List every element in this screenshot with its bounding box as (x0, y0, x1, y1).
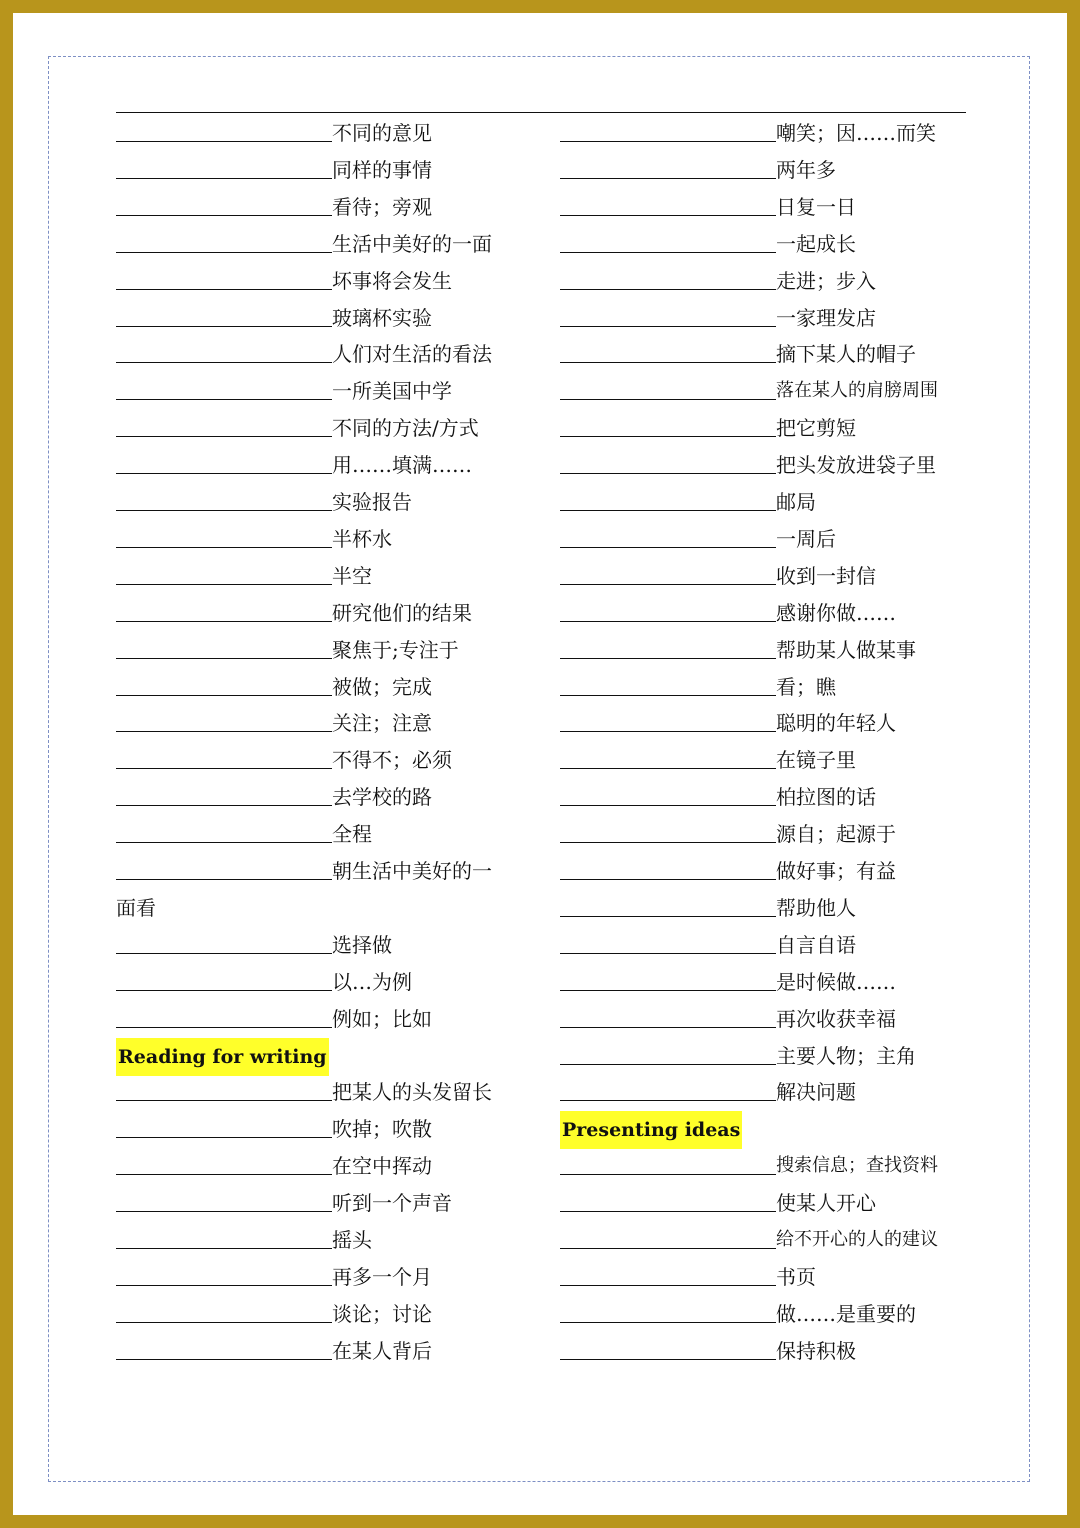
vocab-item (116, 338, 492, 370)
vocab-item (560, 154, 836, 186)
vocab-item (560, 597, 896, 629)
chinese-meaning: 不同的方法/方式 (332, 416, 479, 441)
answer-blank[interactable] (560, 215, 776, 216)
vocab-item (116, 929, 392, 961)
chinese-meaning: 看；瞧 (776, 674, 836, 699)
vocab-item (560, 1298, 916, 1330)
answer-blank[interactable] (560, 584, 776, 585)
chinese-meaning: 日复一日 (776, 194, 856, 219)
answer-blank[interactable] (116, 1359, 332, 1360)
vocab-item (560, 1040, 916, 1072)
vocab-item (116, 671, 432, 703)
chinese-meaning: 一所美国中学 (332, 379, 452, 404)
answer-blank[interactable] (560, 1359, 776, 1360)
answer-blank[interactable] (560, 768, 776, 769)
vocab-item (560, 1335, 856, 1367)
chinese-meaning: 收到一封信 (776, 563, 876, 588)
answer-blank[interactable] (116, 1322, 332, 1323)
chinese-meaning: 用……填满…… (332, 453, 472, 478)
vocab-item (116, 634, 459, 666)
answer-blank[interactable] (116, 1248, 332, 1249)
answer-blank[interactable] (116, 510, 332, 511)
answer-blank[interactable] (560, 916, 776, 917)
vocab-item (116, 486, 412, 518)
vocab-item (560, 707, 896, 739)
worksheet-page (13, 13, 1067, 1515)
answer-blank[interactable] (560, 547, 776, 548)
answer-blank[interactable] (116, 399, 332, 400)
answer-blank[interactable] (560, 141, 776, 142)
chinese-meaning: 帮助他人 (776, 895, 856, 920)
chinese-meaning: 一周后 (776, 526, 836, 551)
answer-blank[interactable] (116, 768, 332, 769)
chinese-meaning: 不同的意见 (332, 121, 432, 145)
answer-blank[interactable] (116, 362, 332, 363)
vocab-item (560, 966, 896, 998)
answer-blank[interactable] (116, 1137, 332, 1138)
answer-blank[interactable] (560, 731, 776, 732)
chinese-meaning: 一家理发店 (776, 305, 876, 330)
vocab-item (116, 966, 412, 998)
answer-blank[interactable] (116, 289, 332, 290)
vocab-item (560, 338, 916, 370)
vocab-item (560, 191, 856, 223)
answer-blank[interactable] (560, 326, 776, 327)
vocab-item (560, 302, 876, 334)
chinese-meaning: 把某人的头发留长 (332, 1080, 492, 1105)
answer-blank[interactable] (560, 1174, 776, 1175)
chinese-meaning: 看待；旁观 (332, 194, 432, 219)
chinese-meaning: 搜索信息；查找资料 (776, 1155, 938, 1177)
answer-blank[interactable] (116, 141, 332, 142)
answer-blank[interactable] (560, 658, 776, 659)
answer-blank[interactable] (560, 399, 776, 400)
answer-blank[interactable] (560, 1248, 776, 1249)
chinese-meaning: 半空 (332, 563, 372, 588)
chinese-meaning: 实验报告 (332, 490, 412, 514)
answer-blank[interactable] (560, 252, 776, 253)
section-heading-presenting-ideas: Presenting ideas (560, 1111, 742, 1149)
chinese-meaning: 保持积极 (776, 1338, 856, 1363)
vocab-item (116, 597, 472, 629)
answer-blank[interactable] (116, 326, 332, 327)
chinese-meaning: 自言自语 (776, 932, 856, 957)
vocab-item (116, 191, 432, 223)
chinese-meaning: 落在某人的肩膀周围 (776, 380, 938, 402)
answer-blank[interactable] (560, 1322, 776, 1323)
chinese-meaning: 摘下某人的帽子 (776, 342, 916, 367)
answer-blank[interactable] (116, 1027, 332, 1028)
answer-blank[interactable] (560, 510, 776, 511)
answer-blank[interactable] (560, 842, 776, 843)
chinese-meaning: 再多一个月 (332, 1264, 432, 1289)
answer-blank[interactable] (116, 473, 332, 474)
answer-blank[interactable] (116, 252, 332, 253)
vocab-item (116, 1113, 432, 1145)
chinese-meaning: 嘲笑；因……而笑 (776, 121, 936, 145)
chinese-meaning: 做好事；有益 (776, 859, 896, 883)
answer-blank[interactable] (116, 990, 332, 991)
chinese-meaning: 再次收获幸福 (776, 1006, 896, 1031)
answer-blank[interactable] (116, 953, 332, 954)
vocab-item (560, 855, 896, 887)
answer-blank[interactable] (116, 842, 332, 843)
chinese-meaning: 吹掉；吹散 (332, 1117, 432, 1142)
vocab-item (116, 1224, 372, 1256)
vocab-item (116, 154, 432, 186)
chinese-meaning: 在空中挥动 (332, 1154, 432, 1179)
vocab-item (560, 265, 876, 297)
vocab-item (116, 449, 472, 481)
vocab-item (116, 117, 432, 149)
vocab-item (560, 1076, 856, 1108)
vocab-item (116, 744, 452, 776)
answer-blank[interactable] (560, 990, 776, 991)
chinese-meaning: 研究他们的结果 (332, 600, 472, 625)
chinese-meaning: 书页 (776, 1264, 816, 1289)
vocab-item (116, 265, 452, 297)
chinese-meaning: 使某人开心 (776, 1191, 876, 1216)
answer-blank[interactable] (116, 1285, 332, 1286)
chinese-meaning: 解决问题 (776, 1080, 856, 1105)
answer-blank[interactable] (116, 547, 332, 548)
chinese-meaning: 做……是重要的 (776, 1301, 916, 1326)
chinese-meaning: 在某人背后 (332, 1338, 432, 1363)
chinese-meaning: 邮局 (776, 490, 816, 514)
answer-blank[interactable] (560, 289, 776, 290)
answer-blank[interactable] (116, 731, 332, 732)
chinese-meaning: 把头发放进袋子里 (776, 453, 936, 478)
answer-blank[interactable] (560, 953, 776, 954)
vocab-item (560, 449, 936, 481)
vocab-item (560, 671, 836, 703)
vocab-item (116, 560, 372, 592)
vocab-item (560, 818, 896, 850)
vocab-item (560, 1224, 938, 1256)
answer-blank[interactable] (116, 436, 332, 437)
chinese-meaning: 例如；比如 (332, 1006, 432, 1031)
chinese-meaning: 坏事将会发生 (332, 268, 452, 293)
vocab-item (560, 412, 856, 444)
vocab-item (116, 1335, 432, 1367)
vocab-item (560, 1003, 896, 1035)
chinese-meaning: 走进；步入 (776, 268, 876, 293)
vocab-item (116, 302, 432, 334)
answer-blank[interactable] (116, 805, 332, 806)
vocab-item (560, 523, 836, 555)
vocab-item (116, 412, 479, 444)
answer-blank[interactable] (116, 1211, 332, 1212)
answer-blank[interactable] (560, 805, 776, 806)
vocab-item (560, 781, 876, 813)
chinese-meaning: 谈论；讨论 (332, 1301, 432, 1326)
vocab-item (116, 523, 392, 555)
answer-blank[interactable] (560, 1285, 776, 1286)
chinese-meaning: 朝生活中美好的一 (332, 859, 492, 883)
vocab-item (116, 1187, 452, 1219)
vocab-item (560, 929, 856, 961)
chinese-meaning: 听到一个声音 (332, 1191, 452, 1216)
vocab-item (116, 818, 372, 850)
vocab-item (560, 892, 856, 924)
answer-blank[interactable] (560, 1064, 776, 1065)
answer-blank[interactable] (560, 178, 776, 179)
wrapped-text: 面看 (116, 895, 156, 920)
vocab-item (116, 1261, 432, 1293)
chinese-meaning: 不得不；必须 (332, 748, 452, 773)
answer-blank[interactable] (116, 658, 332, 659)
chinese-meaning: 柏拉图的话 (776, 785, 876, 810)
chinese-meaning: 聪明的年轻人 (776, 711, 896, 736)
chinese-meaning: 人们对生活的看法 (332, 342, 492, 367)
vocab-item (116, 1298, 432, 1330)
chinese-meaning: 主要人物；主角 (776, 1043, 916, 1068)
chinese-meaning: 给不开心的人的建议 (776, 1229, 938, 1250)
chinese-meaning: 把它剪短 (776, 416, 856, 441)
answer-blank[interactable] (560, 436, 776, 437)
vocab-item (116, 707, 432, 739)
vocab-item (116, 855, 492, 887)
vocab-item (560, 1150, 938, 1182)
vocab-item (560, 1187, 876, 1219)
chinese-meaning: 源自；起源于 (776, 822, 896, 847)
chinese-meaning: 聚焦于;专注于 (332, 637, 459, 662)
vocab-item (560, 744, 856, 776)
vocab-item (560, 486, 816, 518)
answer-blank[interactable] (116, 215, 332, 216)
chinese-meaning: 同样的事情 (332, 157, 432, 182)
answer-blank[interactable] (560, 621, 776, 622)
chinese-meaning: 两年多 (776, 157, 836, 182)
answer-blank[interactable] (560, 1100, 776, 1101)
chinese-meaning: 是时候做…… (776, 969, 896, 994)
chinese-meaning: 一起成长 (776, 231, 856, 256)
vocab-item (560, 1261, 816, 1293)
answer-blank[interactable] (116, 695, 332, 696)
chinese-meaning: 全程 (332, 822, 372, 847)
vocab-item (116, 228, 492, 260)
vocab-item (116, 1003, 432, 1035)
answer-blank[interactable] (560, 1027, 776, 1028)
chinese-meaning: 感谢你做…… (776, 600, 896, 625)
vocab-item (560, 634, 916, 666)
chinese-meaning: 选择做 (332, 932, 392, 957)
answer-blank[interactable] (560, 879, 776, 880)
answer-blank[interactable] (560, 362, 776, 363)
answer-blank[interactable] (560, 1211, 776, 1212)
chinese-meaning: 被做；完成 (332, 674, 432, 699)
vocab-item (560, 117, 936, 149)
answer-blank[interactable] (560, 473, 776, 474)
answer-blank[interactable] (116, 584, 332, 585)
vocab-item (560, 228, 856, 260)
vocab-item (560, 560, 876, 592)
vocab-item (116, 1150, 432, 1182)
chinese-meaning: 玻璃杯实验 (332, 305, 432, 330)
vocab-item (116, 781, 432, 813)
chinese-meaning: 摇头 (332, 1228, 372, 1252)
answer-blank[interactable] (560, 695, 776, 696)
chinese-meaning: 以…为例 (332, 969, 412, 994)
top-rule (116, 112, 966, 113)
answer-blank[interactable] (116, 879, 332, 880)
section-heading-reading-for-writing: Reading for writing (116, 1038, 329, 1076)
vocab-item (116, 375, 452, 407)
answer-blank[interactable] (116, 1174, 332, 1175)
chinese-meaning: 去学校的路 (332, 785, 432, 810)
chinese-meaning: 关注；注意 (332, 711, 432, 736)
chinese-meaning: 在镜子里 (776, 748, 856, 773)
chinese-meaning: 帮助某人做某事 (776, 637, 916, 662)
chinese-meaning: 生活中美好的一面 (332, 231, 492, 256)
chinese-meaning: 半杯水 (332, 526, 392, 551)
answer-blank[interactable] (116, 178, 332, 179)
answer-blank[interactable] (116, 621, 332, 622)
vocab-item (116, 1076, 492, 1108)
answer-blank[interactable] (116, 1100, 332, 1101)
vocab-item (560, 375, 938, 407)
